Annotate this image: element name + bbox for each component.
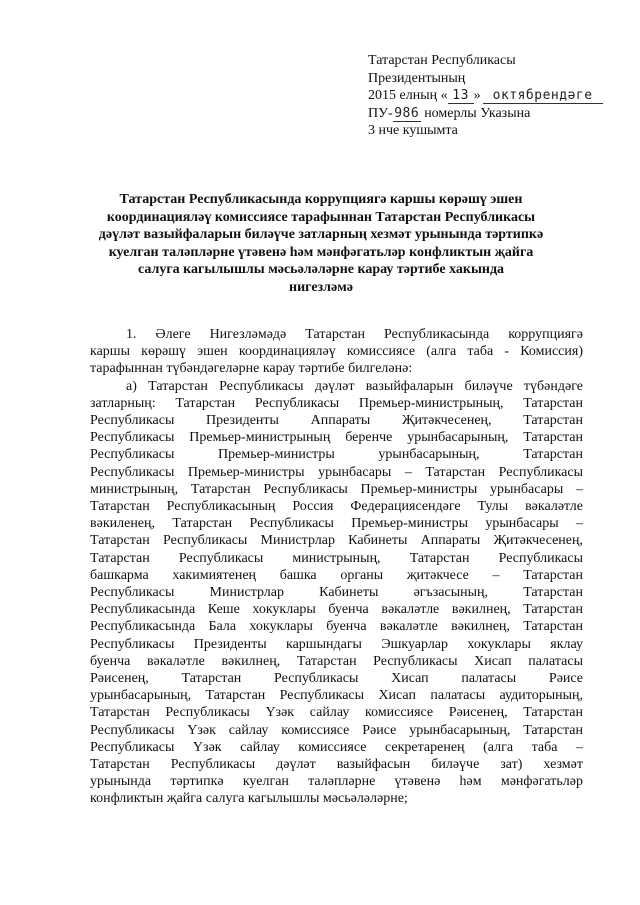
title-line: нигезләмә <box>289 279 353 295</box>
document-title <box>90 191 552 297</box>
text-line: Татарстан Республикасы министрының, Татарстан Республикасы <box>90 550 583 566</box>
text-line: а) Татарстан Республикасы дәүләт вазыйфаларын биләүче түбәндәге <box>126 378 583 394</box>
text-line: буенча вәкаләтле вәкилнең, Татарстан Республикасы Хисап палатасы <box>90 653 583 669</box>
title-line: дәүләт вазыйфаларын биләүче затларның хезмәт урынында тәртипкә <box>98 227 544 243</box>
decree-prefix: ПУ- <box>368 105 393 121</box>
text-line: Татарстан Республикасы Үзәк сайлау комиссиясе Рәисенең, Татарстан <box>90 705 583 721</box>
text-line: Республикасында Кеше хокуклары буенча вәкаләтле вәкилнең, Татарстан <box>90 602 583 618</box>
document-body <box>90 326 583 808</box>
title-line: координацияләү комиссиясе тарафыннан Татарстан Республикасы <box>106 209 536 225</box>
text-line: вәкиленең, Татарстан Республикасы Премьер-министры урынбасары – <box>90 516 583 532</box>
decree-number: 986 <box>394 105 420 121</box>
date-month: октябрендәге <box>483 89 603 104</box>
text-line: 1. Әлеге Нигезләмәдә Татарстан Республикасында коррупциягә <box>126 327 583 342</box>
stamp-line-3 <box>368 87 630 105</box>
text-line: Татарстан Республикасы Министрлар Кабинеты Аппараты Җитәкчесенең, <box>90 533 583 549</box>
stamp-line-2: Президентының <box>368 70 466 86</box>
text-line: урынында тәртипкә куелган таләпләрне үтәвенә һәм мәнфәгатьләр <box>90 774 583 790</box>
text-line: затларның: Татарстан Республикасы Премьер-министрының, Татарстан <box>90 395 583 411</box>
text-line: Рәисенең, Татарстан Республикасы Хисап палатасы Рәисе <box>90 671 583 687</box>
date-mid: » <box>473 88 481 103</box>
text-line: Республикасы Президенты каршындагы Эшкуарлар хокуклары яклау <box>90 636 583 652</box>
text-line: урынбасарының, Татарстан Республикасы Хисап палатасы аудиторының, <box>90 688 583 704</box>
title-line: Татарстан Республикасында коррупциягә каршы көрәшү эшен <box>119 192 523 207</box>
text-line: башкарма хакимиятенең башка органы җитәкчесе – Татарстан <box>90 567 583 583</box>
text-line: министрының, Татарстан Республикасы Премьер-министры урынбасары – <box>90 481 583 497</box>
text-line: Республикасында Бала хокуклары буенча вәкаләтле вәкилнең, Татарстан <box>90 619 583 635</box>
stamp-line-1: Татарстан Республикасы <box>368 53 516 68</box>
text-line: каршы көрәшү эшен координацияләү комиссиясе (алга таба - Комиссия) <box>90 344 583 360</box>
stamp-line-5: 3 нче кушымта <box>368 123 458 138</box>
text-line: Республикасы Министрлар Кабинеты әгъзасының, Татарстан <box>90 585 583 601</box>
text-line: Республикасы Премьер-министрының беренче урынбасарының, Татарстан <box>90 430 583 446</box>
text-line: Республикасы Үзәк сайлау комиссиясе секретаренең (алга таба – <box>90 739 583 755</box>
decree-reference-block <box>368 52 630 140</box>
text-line: Республикасы Президенты Аппараты Җитәкчесенең, Татарстан <box>90 413 583 429</box>
title-line: куелган таләпләрне үтәвенә һәм мәнфәгатьләр конфликтын җайга <box>108 244 534 260</box>
text-line: Татарстан Республикасы дәүләт вазыйфасын биләүче зат) хезмәт <box>90 757 583 773</box>
text-line: Республикасы Премьер-министры урынбасары – Татарстан Республикасы <box>90 464 583 480</box>
text-line: конфликтын җайга салуга кагылышлы мәсьәләләрне; <box>90 791 408 807</box>
title-line: салуга кагылышлы мәсьәләләрне карау тәртибе хакында <box>137 262 505 278</box>
decree-suffix: номерлы Указына <box>424 105 531 121</box>
paragraph-1 <box>90 326 583 378</box>
text-line: тарафыннан түбәндәгеләрне карау тәртибе билгеләнә: <box>90 361 413 377</box>
date-prefix: 2015 елның « <box>368 88 448 103</box>
stamp-line-4 <box>368 105 630 123</box>
text-line: Республикасы Премьер-министры урынбасарының, Татарстан <box>90 447 583 463</box>
date-day: 13 <box>448 89 474 104</box>
paragraph-2 <box>90 378 583 808</box>
text-line: Татарстан Республикасының Россия Федерациясендәге Тулы вәкаләтле <box>90 499 583 515</box>
text-line: Республикасы Үзәк сайлау комиссиясе Рәисе урынбасарының, Татарстан <box>90 722 583 738</box>
